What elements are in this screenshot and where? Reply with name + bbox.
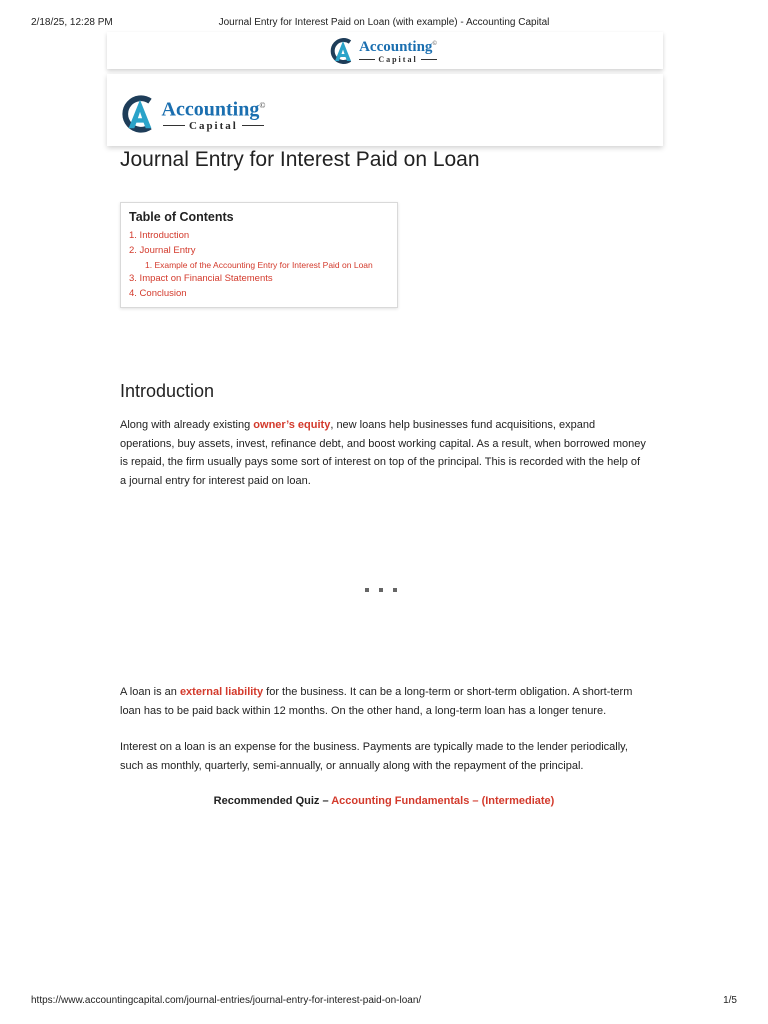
toc-item-introduction[interactable]: 1. Introduction	[129, 230, 190, 241]
logo-subtitle: Capital	[356, 55, 439, 64]
recommended-quiz: Recommended Quiz – Accounting Fundamentals – (Intermediate)	[213, 795, 555, 807]
owners-equity-link[interactable]: owner’s equity	[253, 419, 331, 431]
toc-title: Table of Contents	[129, 210, 234, 224]
accounting-capital-logo-icon	[330, 37, 356, 65]
site-logo[interactable]	[121, 94, 268, 134]
print-header	[0, 17, 768, 31]
page-url: https://www.accountingcapital.com/journal-entries/journal-entry-for-interest-paid-on-loan/	[31, 995, 422, 1006]
loan-paragraph: A loan is an external liability for the business. It can be a long-term or short-term obligation. A short-term loan has to be paid back within 12 months. On the other hand, a long-term loan has a longer tenure.	[120, 686, 633, 717]
intro-paragraph: Along with already existing owner’s equity, new loans help businesses fund acquisitions, expand operations, buy assets, invest, refinance debt, and boost working capital. As a result, when borrowed money is repaid, the firm usually pays some sort of interest on top of the principal. This is recorded with the help of a journal entry for interest paid on loan.	[120, 419, 646, 487]
sticky-header	[107, 32, 663, 69]
toc-item-impact[interactable]: 3. Impact on Financial Statements	[129, 273, 273, 284]
toc-item-example[interactable]: 1. Example of the Accounting Entry for Interest Paid on Loan	[145, 260, 373, 270]
site-header	[107, 74, 663, 146]
logo-wordmark: Accounting©	[359, 39, 437, 55]
interest-paragraph: Interest on a loan is an expense for the business. Payments are typically made to the lender periodically, such as monthly, quarterly, semi-annually, or annually along with the repayment of the principal.	[120, 741, 628, 772]
toc-item-conclusion[interactable]: 4. Conclusion	[129, 287, 187, 299]
article-title: Journal Entry for Interest Paid on Loan	[120, 148, 480, 171]
loading-dots	[365, 588, 397, 592]
print-footer	[0, 995, 768, 1009]
table-of-contents	[120, 202, 398, 308]
accounting-capital-logo-icon	[121, 94, 159, 134]
print-page-title: Journal Entry for Interest Paid on Loan (with example) - Accounting Capital	[218, 17, 550, 28]
site-logo-small[interactable]	[330, 37, 439, 65]
logo-wordmark: Accounting©	[161, 98, 266, 121]
external-liability-link[interactable]: external liability	[179, 686, 264, 698]
logo-subtitle: Capital	[159, 120, 268, 132]
introduction-heading: Introduction	[120, 381, 215, 401]
quiz-link[interactable]: Accounting Fundamentals – (Intermediate)	[331, 795, 555, 807]
page-number: 1/5	[723, 995, 737, 1006]
print-datetime: 2/18/25, 12:28 PM	[31, 17, 113, 28]
toc-item-journal-entry[interactable]: 2. Journal Entry	[129, 244, 196, 256]
